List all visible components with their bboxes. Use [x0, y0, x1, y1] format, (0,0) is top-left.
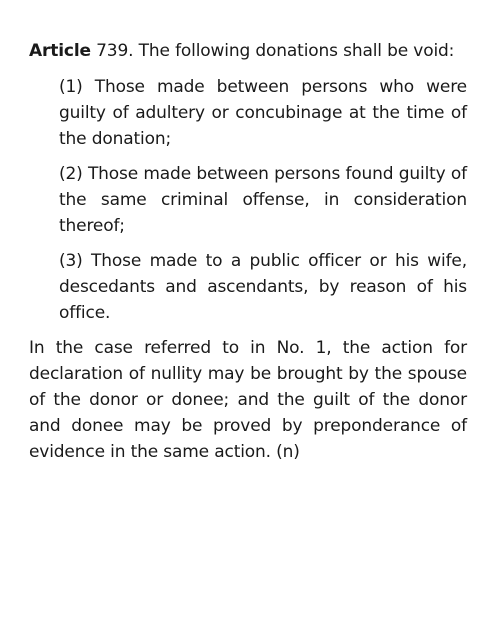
- list-item: (3) Those made to a public officer or his wife, descedants and ascendants, by reason of his office.: [59, 251, 467, 323]
- donation-list: [59, 74, 467, 326]
- article-label: Article: [29, 41, 91, 61]
- document-page: [29, 38, 467, 465]
- article-heading: [29, 38, 467, 64]
- article-intro: 739. The following donations shall be void:: [90, 41, 455, 61]
- list-item: (2) Those made between persons found guilty of the same criminal offense, in consideration thereof;: [59, 164, 467, 236]
- list-item: (1) Those made between persons who were guilty of adultery or concubinage at the time of the donation;: [59, 77, 467, 149]
- closing-paragraph: In the case referred to in No. 1, the action for declaration of nullity may be brought by the spouse of the donor or donee; and the guilt of the donor and donee may be proved by preponderance of evidence in the same action. (n): [29, 338, 467, 462]
